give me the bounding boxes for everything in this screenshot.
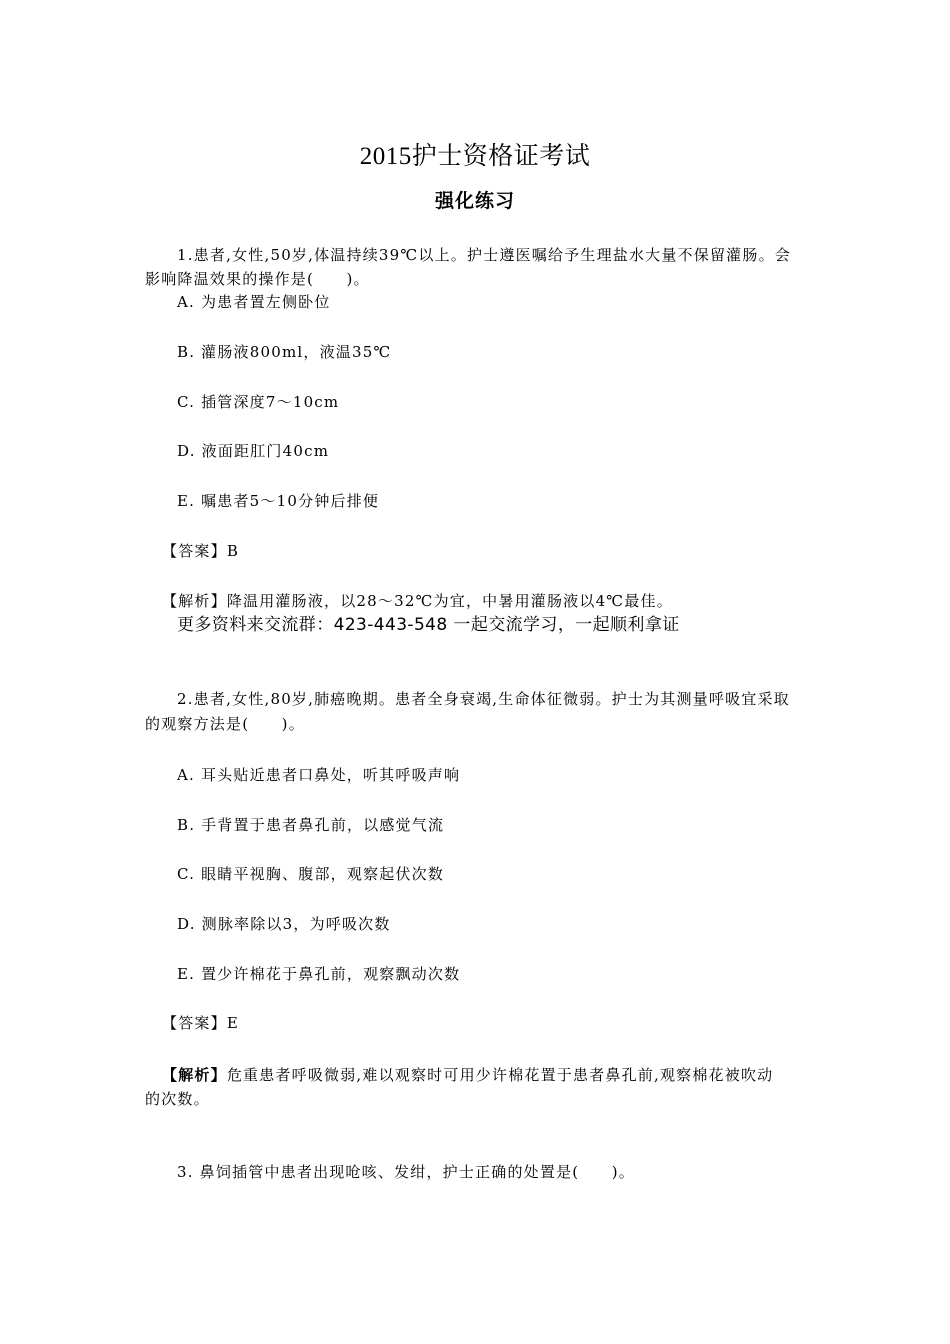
q2-stem-line2: 的观察方法是( )。: [145, 715, 305, 733]
q2-option-e: E. 置少许棉花于鼻孔前，观察飘动次数: [177, 965, 461, 983]
q2-option-a: A. 耳头贴近患者口鼻处，听其呼吸声响: [177, 766, 461, 784]
q1-answer-label: 【答案】: [162, 542, 227, 560]
page-subtitle: 强化练习: [434, 190, 515, 212]
q1-option-e: E. 嘱患者5～10分钟后排便: [177, 492, 380, 510]
q3-stem-line1: 3. 鼻饲插管中患者出现呛咳、发绀，护士正确的处置是( )。: [177, 1163, 635, 1181]
q1-answer: [162, 540, 239, 562]
q1-stem-line1: 1.患者,女性,50岁,体温持续39℃以上。护士遵医嘱给予生理盐水大量不保留灌肠。会: [177, 246, 791, 264]
q2-analysis-line1: [162, 1064, 773, 1086]
q1-analysis-text: 降温用灌肠液，以28～32℃为宜，中暑用灌肠液以4℃最佳。: [226, 592, 673, 610]
q1-option-d: D. 液面距肛门40cm: [177, 442, 330, 460]
q2-option-d: D. 测脉率除以3，为呼吸次数: [177, 915, 391, 933]
q2-option-b: B. 手背置于患者鼻孔前，以感觉气流: [177, 816, 445, 834]
q2-analysis-line2: 的次数。: [145, 1090, 210, 1108]
q1-option-c: C. 插管深度7～10cm: [177, 393, 340, 411]
q2-answer-value: E: [226, 1014, 239, 1032]
q1-analysis-label: 【解析】: [162, 592, 227, 610]
q2-answer: [162, 1012, 239, 1034]
q1-answer-value: B: [226, 542, 240, 560]
q1-option-b: B. 灌肠液800ml，液温35℃: [177, 343, 392, 361]
q2-analysis-label: 【解析】: [162, 1066, 227, 1084]
q2-analysis-text: 危重患者呼吸微弱,难以观察时可用少许棉花置于患者鼻孔前,观察棉花被吹动: [226, 1066, 774, 1084]
promo-line: 更多资料来交流群：423-443-548 一起交流学习，一起顺利拿证: [177, 615, 680, 635]
q1-analysis: [162, 590, 673, 612]
q2-option-c: C. 眼睛平视胸、腹部，观察起伏次数: [177, 865, 445, 883]
q1-option-a: A. 为患者置左侧卧位: [177, 293, 331, 311]
q2-answer-label: 【答案】: [162, 1014, 227, 1032]
q1-stem-line2: 影响降温效果的操作是( )。: [145, 270, 370, 288]
q2-stem-line1: 2.患者,女性,80岁,肺癌晚期。患者全身衰竭,生命体征微弱。护士为其测量呼吸宜采取: [177, 690, 790, 708]
page-title: 2015护士资格证考试: [359, 143, 591, 170]
